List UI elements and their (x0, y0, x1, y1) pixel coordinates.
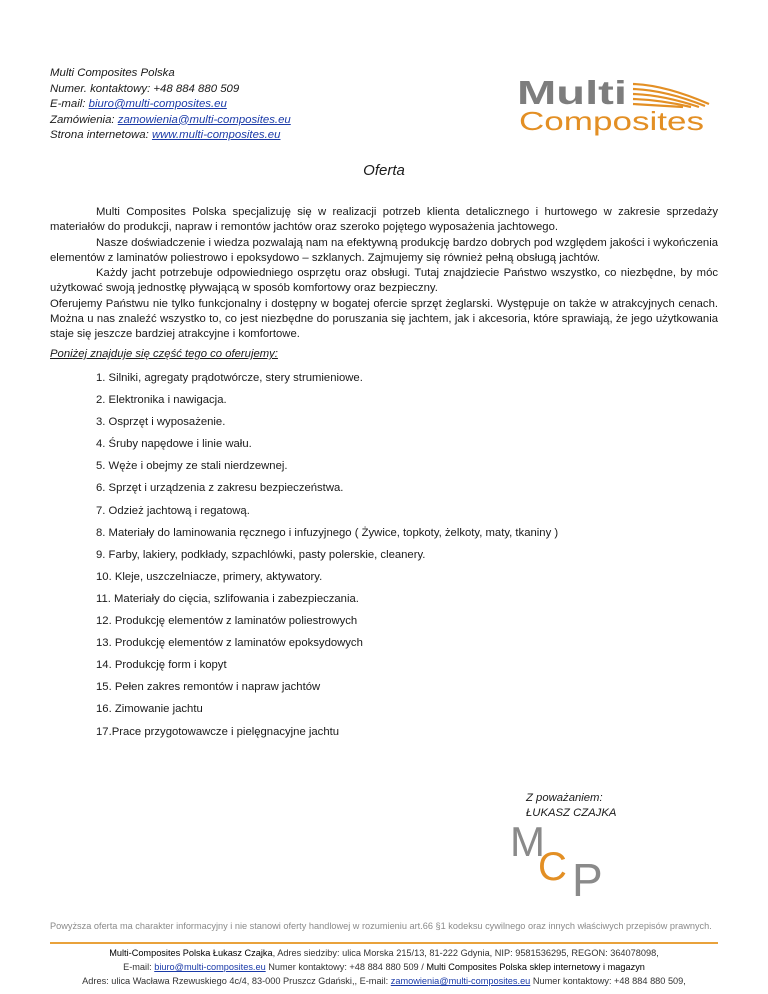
intro-paragraph: Każdy jacht potrzebuje odpowiedniego osprzętu oraz obsługi. Tutaj znajdziecie Państwo wszystko, co niezbędne, by móc użytkować swoją jednostkę pływającą w sposób komfortowy oraz bezpieczny. (50, 267, 718, 295)
email-link[interactable]: biuro@multi-composites.eu (88, 98, 227, 110)
list-item: 16. Zimowanie jachtu (96, 703, 203, 716)
list-item: 4. Śruby napędowe i linie wału. (96, 438, 252, 451)
list-item: 13. Produkcję elementów z laminatów epoksydowych (96, 637, 363, 650)
list-item: 8. Materiały do laminowania ręcznego i infuzyjnego ( Żywice, topkoty, żelkoty, maty, tkaniny ) (96, 526, 559, 539)
multi-composites-logo (515, 76, 710, 136)
list-item: 2. Elektronika i nawigacja. (96, 394, 227, 407)
monogram-letter-c: C (538, 845, 567, 889)
website-link[interactable]: www.multi-composites.eu (151, 129, 281, 141)
footer-line-1 (0, 946, 768, 960)
offer-list (96, 371, 558, 747)
offer-list-heading: Poniżej znajduje się część tego co oferujemy: (50, 348, 278, 360)
orders-email-link[interactable]: zamowienia@multi-composites.eu (117, 113, 291, 126)
list-item: 9. Farby, lakiery, podkłady, szpachlówki, pasty polerskie, cleanery. (96, 548, 426, 561)
monogram-letter-m: M (510, 822, 545, 865)
list-item: 1. Silniki, agregaty prądotwórcze, stery strumieniowe. (96, 372, 363, 384)
email-label: E-mail: (50, 98, 86, 110)
footer-line-2 (0, 960, 768, 974)
company-name: Multi Composites Polska (50, 67, 175, 79)
list-item: 15. Pełen zakres remontów i napraw jachtów (96, 681, 321, 694)
intro-paragraph: Nasze doświadczenie i wiedza pozwalają nam na efektywną produkcję bardzo dobrych pod względem jakości i wykończenia elementów z laminatów poliestrowo i epoksydowo – szklanych. Zajmujemy się również pełną obsługą jachtów. (50, 236, 718, 264)
intro-text (50, 205, 718, 343)
footer-shop-brand: Multi Composites Polska sklep internetowy i magazyn (426, 962, 645, 972)
legal-disclaimer: Powyższa oferta ma charakter informacyjny i nie stanowi oferty handlowej w rozumieniu art.66 §1 kodeksu cywilnego oraz innych właściwych przepisów prawnych. (50, 921, 712, 931)
list-item: 3. Osprzęt i wyposażenie. (96, 416, 226, 429)
email-line (50, 97, 291, 113)
footer-registered-address: , Adres siedziby: ulica Morska 215/13, 81-222 Gdynia, NIP: 9581536295, REGON: 364078098, (272, 948, 659, 958)
logo-word-composites: Composites (519, 106, 704, 136)
closing-block (526, 791, 616, 821)
list-item: 14. Produkcję form i kopyt (96, 659, 227, 672)
footer-divider (50, 942, 718, 944)
logo-stripes-icon (633, 84, 709, 107)
signatory-name: ŁUKASZ CZAJKA (526, 807, 617, 819)
list-item: 5. Węże i obejmy ze stali nierdzewnej. (96, 460, 288, 473)
footer-email-label: E-mail: (123, 962, 152, 972)
closing-greeting: Z poważaniem: (526, 792, 603, 804)
phone-line: Numer. kontaktowy: +48 884 880 509 (50, 82, 240, 95)
orders-label: Zamówienia: (50, 113, 115, 126)
footer-warehouse-address: Adres: ulica Wacława Rzewuskiego 4c/4, 83-000 Pruszcz Gdański,, E-mail: (82, 976, 389, 986)
list-item: 10. Kleje, uszczelniacze, primery, aktywatory. (96, 570, 323, 583)
logo-word-multi: Multi (517, 76, 627, 111)
list-item: 12. Produkcję elementów z laminatów poliestrowych (96, 615, 358, 628)
orders-line (50, 113, 291, 129)
list-item: 7. Odzież jachtową i regatową. (96, 504, 250, 517)
footer-phone: Numer kontaktowy: +48 884 880 509 / (268, 962, 424, 972)
list-item: 17.Prace przygotowawcze i pielęgnacyjne jachtu (96, 725, 340, 738)
website-line (50, 128, 291, 144)
footer-phone-2: Numer kontaktowy: +48 884 880 509, (532, 976, 686, 986)
footer-email-link[interactable]: biuro@multi-composites.eu (154, 962, 266, 972)
footer-company-name: Multi-Composites Polska Łukasz Czajka (109, 948, 273, 958)
mcp-monogram-logo (510, 822, 625, 897)
website-label: Strona internetowa: (50, 129, 149, 141)
footer-orders-email-link[interactable]: zamowienia@multi-composites.eu (390, 976, 531, 986)
footer (0, 946, 768, 988)
intro-paragraph: Oferujemy Państwu nie tylko funkcjonalny i dostępny w bogatej ofercie sprzęt żeglarski. Występuje on także w atrakcyjnych cenach. Można u nas znaleźć wszystko to, co jest niezbędne do poruszania się jachtem, jak i akcesoria, które sprawiają, że jego użytkowania staje się jeszcze bardziej atrakcyjne i komfortowe. (50, 297, 718, 341)
list-item: 6. Sprzęt i urządzenia z zakresu bezpieczeństwa. (96, 482, 344, 495)
list-item: 11. Materiały do cięcia, szlifowania i zabezpieczania. (96, 592, 359, 605)
contact-block (50, 66, 291, 144)
monogram-letter-p: P (572, 854, 603, 897)
page-title: Oferta (363, 162, 405, 179)
footer-line-3 (0, 974, 768, 988)
intro-paragraph: Multi Composites Polska specjalizuję się w realizacji potrzeb klienta detalicznego i hurtowego w zakresie sprzedaży materiałów do produkcji, napraw i remontów jachtów oraz szeroko pojętego wyposażenia jachtowego. (50, 206, 718, 234)
